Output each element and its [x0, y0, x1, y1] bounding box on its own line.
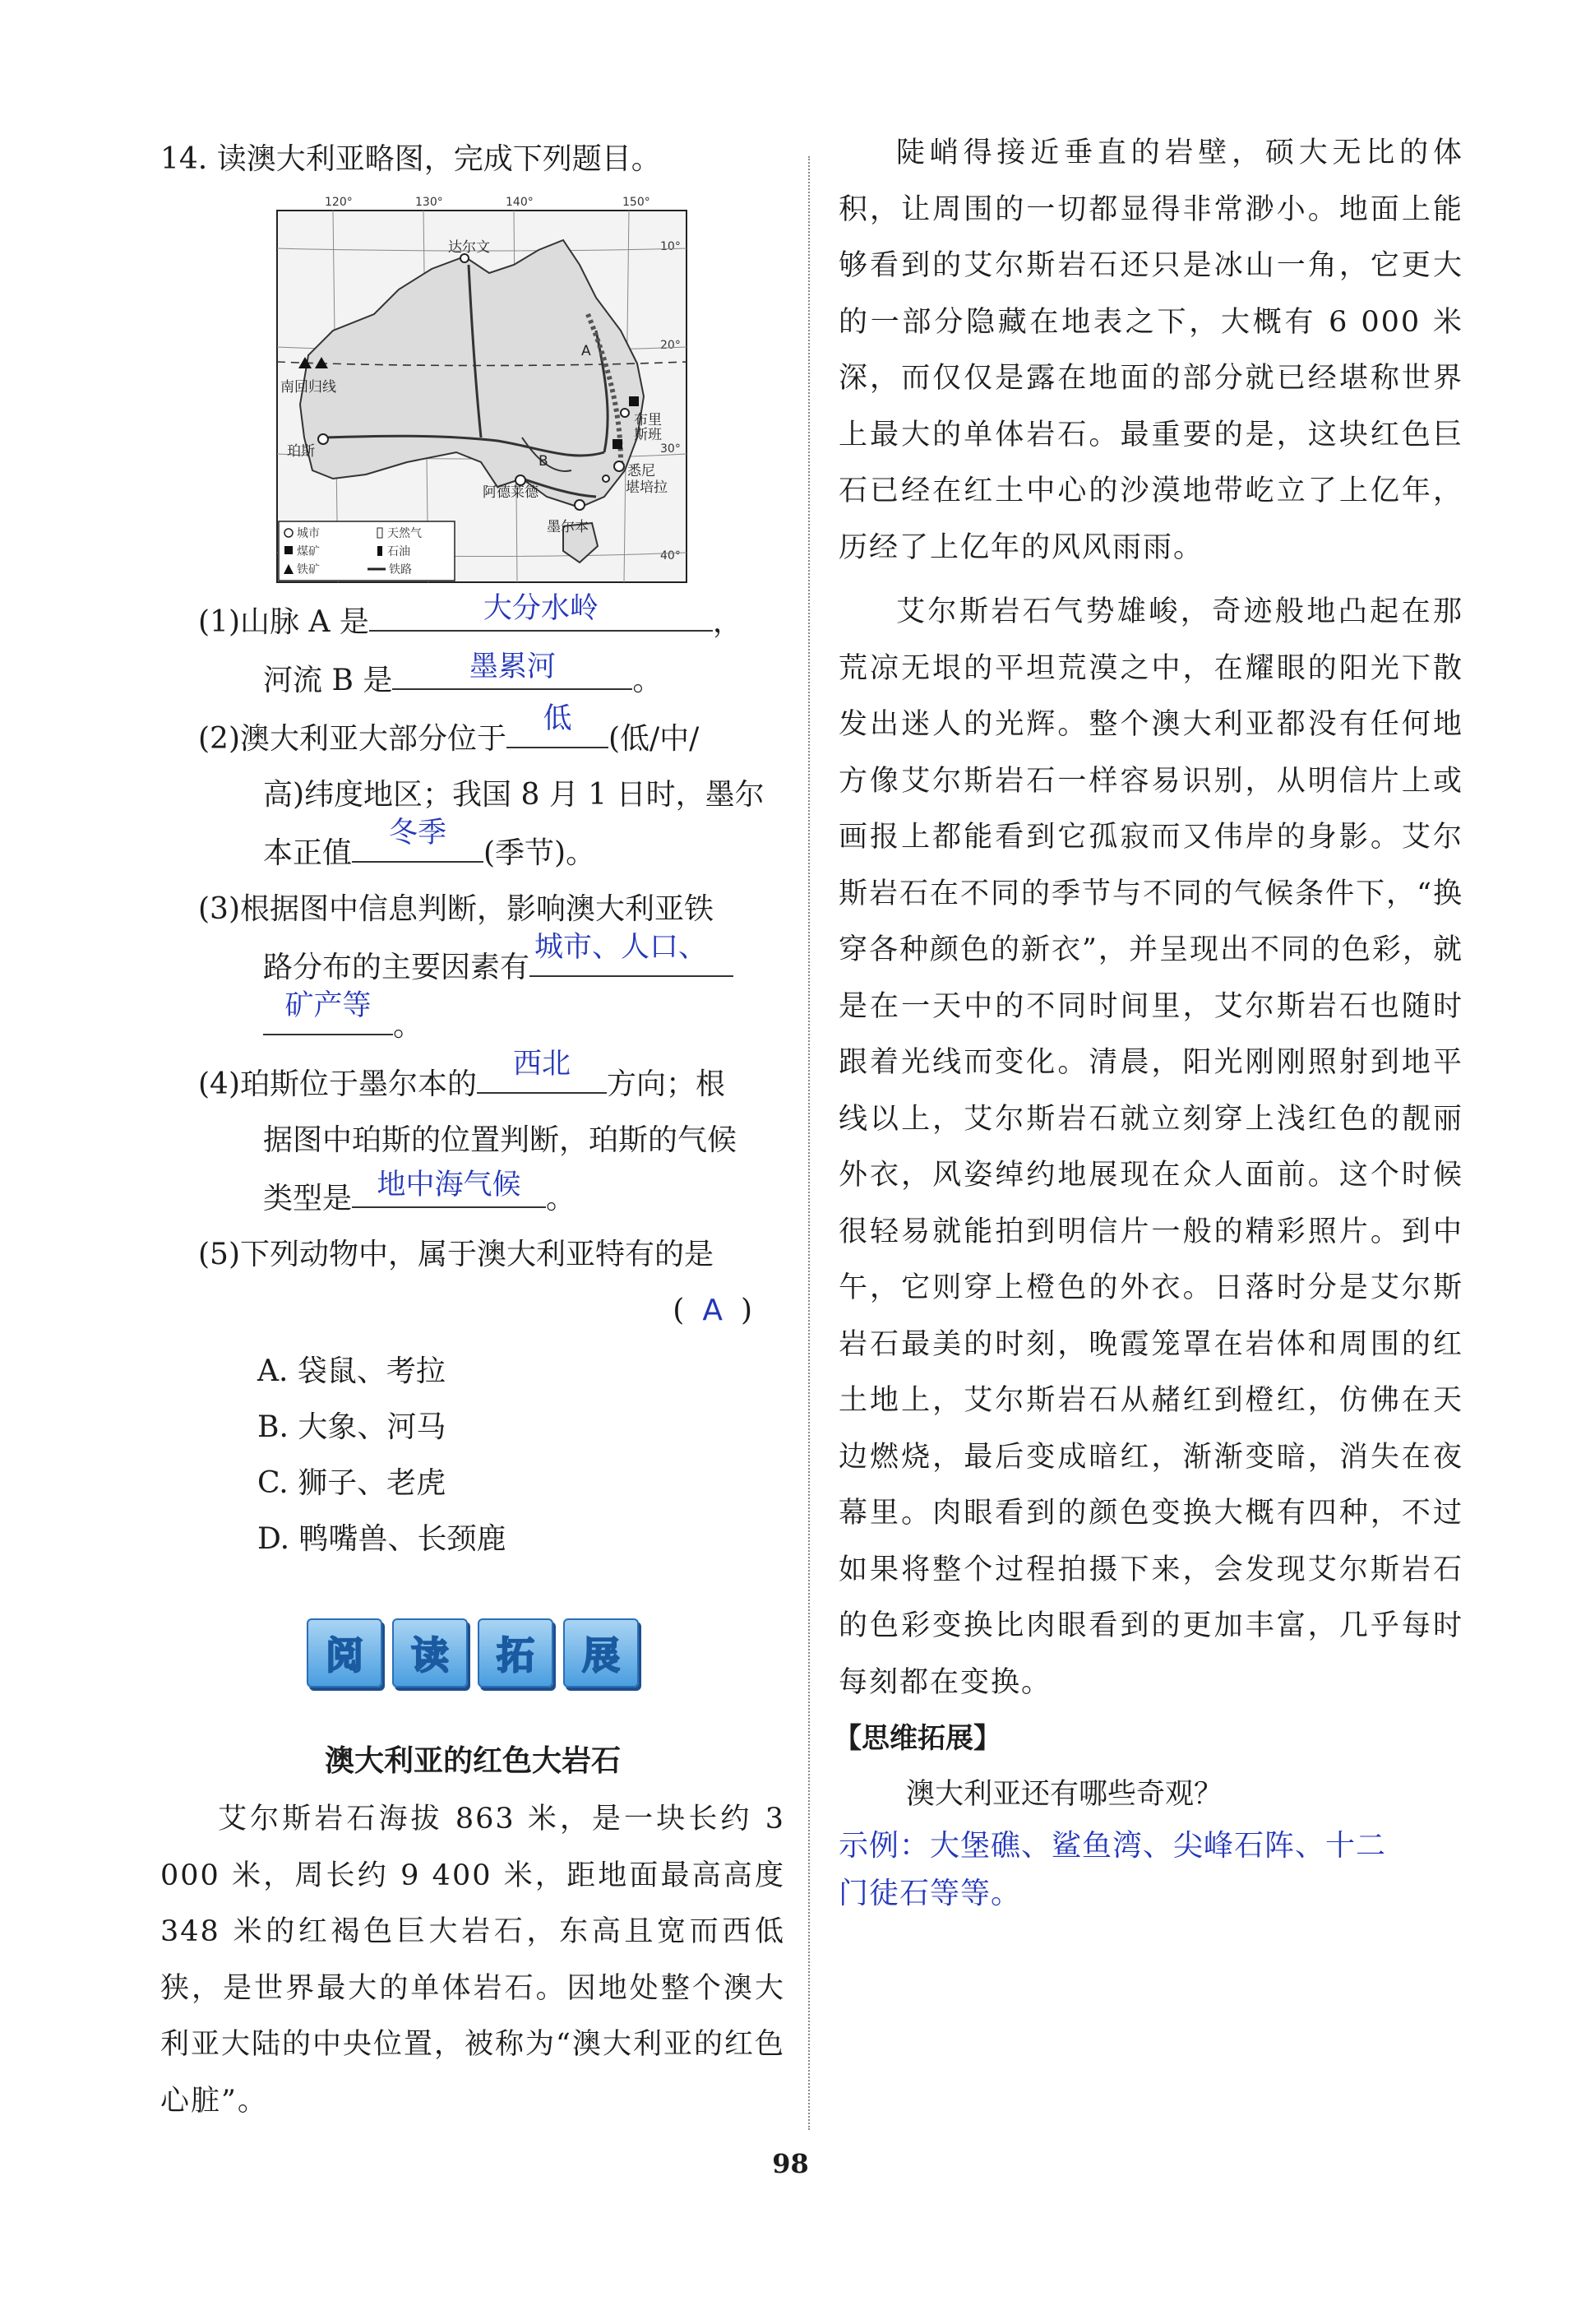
city-brisbane-marker	[621, 409, 629, 417]
q5-paren-close: )	[740, 1294, 752, 1327]
reading-banner	[307, 1618, 785, 1687]
map-lon-120: 120°	[325, 196, 353, 209]
q3-answer-1: 城市、人口、	[534, 931, 708, 964]
q2-season-hint: (季节)。	[483, 836, 596, 870]
thinking-extension-answer-line-2: 门徒石等等。	[839, 1877, 1022, 1910]
legend-city: 城市	[297, 527, 320, 540]
map-lon-130: 130°	[415, 196, 443, 209]
article-paragraph-3: 艾尔斯岩石气势雄峻，奇迹般地凸起在那荒凉无垠的平坦荒漠之中，在耀眼的阳光下散发出迷人的光辉。整个澳大利亚都没有任何地方像艾尔斯岩石一样容易识别，从明信片上或画报上都能看到它孤寂而又伟岸的身影。艾尔斯岩石在不同的季节与不同的气候条件下，“换穿各种颜色的新衣”，并呈现出不同的色彩，就是在一天中的不同时间里，艾尔斯岩石也随时跟着光线而变化。清晨，阳光刚刚照射到地平线以上，艾尔斯岩石就立刻穿上浅红色的靓丽外衣，风姿绰约地展现在众人面前。这个时候很轻易就能拍到明信片一般的精彩照片。到中午，它则穿上橙色的外衣。日落时分是艾尔斯岩石最美的时刻，晚霞笼罩在岩体和周围的红土地上，艾尔斯岩石从赭红到橙红，仿佛在天边燃烧，最后变成暗红，渐渐变暗，消失在夜幕里。肉眼看到的颜色变换大概有四种，不过如果将整个过程拍摄下来，会发现艾尔斯岩石的色彩变换比肉眼看到的更加丰富，几乎每时每刻都在变换。	[839, 595, 1463, 1699]
q4-line-1	[160, 1048, 785, 1113]
q2-line-3	[160, 817, 785, 882]
city-perth-marker	[318, 434, 328, 444]
article-paragraph-1: 艾尔斯岩石海拔 863 米，是一块长约 3 000 米，周长约 9 400 米，距地面最高高度 348 米的红褐色巨大岩石，东高且宽而西低狭，是世界最大的单体岩石。因地处整个澳大利亚大陆的中央位置，被称为“澳大利亚的红色心脏”。	[160, 1803, 785, 2118]
legend-gas: 天然气	[387, 527, 422, 540]
map-lat-30: 30°	[660, 442, 681, 456]
banner-tile-4: 展	[563, 1618, 639, 1687]
q2-line-2: 高)纬度地区；我国 8 月 1 日时，墨尔	[263, 778, 765, 812]
left-column	[160, 138, 785, 2129]
label-perth: 珀斯	[287, 443, 315, 460]
question-14-stem: 14. 读澳大利亚略图，完成下列题目。	[160, 142, 661, 176]
coal-marker	[613, 439, 622, 449]
australia-map	[275, 191, 695, 587]
label-sydney: 悉尼	[627, 463, 655, 479]
q3-blank-1[interactable]	[529, 931, 733, 977]
q3-blank-2[interactable]	[263, 989, 393, 1035]
q4-punct: 。	[546, 1182, 576, 1215]
q1-blank-b[interactable]	[392, 650, 632, 690]
q3-prompt: 路分布的主要因素有	[263, 951, 530, 984]
q3-answer-2: 矿产等	[284, 989, 372, 1022]
column-divider	[808, 156, 810, 2130]
legend-coal-icon	[284, 546, 293, 554]
q4-prompt-climate: 类型是	[263, 1182, 353, 1215]
q4-blank-direction[interactable]	[477, 1048, 607, 1094]
q1-line-2	[160, 650, 785, 709]
q2-prompt: (2)澳大利亚大部分位于	[198, 722, 506, 756]
article-title: 澳大利亚的红色大岩石	[324, 1744, 621, 1778]
right-column	[834, 137, 1463, 1918]
q4-line-2: 据图中珀斯的位置判断，珀斯的气候	[263, 1123, 737, 1157]
q4-answer-climate: 地中海气候	[377, 1169, 521, 1201]
city-melbourne-marker	[575, 500, 585, 510]
label-adelaide: 阿德莱德	[483, 484, 539, 501]
q4-line-3	[160, 1169, 785, 1227]
q4-after-direction: 方向；根	[607, 1067, 726, 1101]
q1-answer-a: 大分水岭	[483, 592, 599, 625]
thinking-extension-answer-line-1: 示例：大堡礁、鲨鱼湾、尖峰石阵、十二	[839, 1829, 1387, 1863]
q3-line-3	[160, 989, 785, 1054]
map-lat-20: 20°	[660, 339, 681, 352]
article-paragraph-2: 陡峭得接近垂直的岩壁，硕大无比的体积，让周围的一切都显得非常渺小。地面上能够看到的艾尔斯岩石还只是冰山一角，它更大的一部分隐藏在地表之下，大概有 6 000 米深，而仅仅是露在地面的部分就已经堪称世界上最大的单体岩石。最重要的是，这块红色巨石已经在红土中心的沙漠地带屹立了上亿年，历经了上亿年的风风雨雨。	[839, 137, 1463, 564]
q1-blank-a[interactable]	[369, 592, 713, 632]
banner-tile-1: 阅	[307, 1618, 382, 1687]
q5-stem: (5)下列动物中，属于澳大利亚特有的是	[198, 1238, 714, 1271]
legend-iron: 铁矿	[297, 563, 320, 576]
label-darwin: 达尔文	[448, 239, 490, 256]
q5-option-b[interactable]: B. 大象、河马	[257, 1410, 446, 1444]
city-canberra-marker	[603, 475, 609, 482]
label-brisbane-2: 斯班	[634, 427, 662, 443]
coal-marker	[629, 396, 639, 406]
map-lat-40: 40°	[660, 549, 681, 562]
q2-answer-latitude: 低	[543, 702, 572, 735]
label-tropic: 南回归线	[280, 379, 336, 396]
q3-punct: 。	[393, 1009, 423, 1043]
q3-line-1: (3)根据图中信息判断，影响澳大利亚铁	[198, 892, 714, 926]
q5-option-d[interactable]: D. 鸭嘴兽、长颈鹿	[257, 1522, 506, 1556]
q5-answer-bracket	[160, 1283, 785, 1339]
australia-map-graphic	[275, 191, 695, 587]
q1-prompt-a: (1)山脉 A 是	[198, 605, 369, 639]
legend-oil-icon	[377, 546, 382, 556]
q4-prompt-direction: (4)珀斯位于墨尔本的	[198, 1067, 477, 1101]
q3-line-2	[160, 931, 785, 996]
q2-answer-season: 冬季	[389, 817, 447, 850]
thinking-extension-question: 澳大利亚还有哪些奇观？	[906, 1778, 1223, 1811]
q2-blank-latitude[interactable]	[506, 702, 608, 748]
label-brisbane-1: 布里	[634, 412, 662, 428]
page-number: 98	[772, 2148, 809, 2179]
q1-prompt-b: 河流 B 是	[263, 664, 393, 697]
legend-coal: 煤矿	[297, 545, 320, 558]
label-melbourne: 墨尔本	[547, 519, 589, 535]
map-lon-140: 140°	[506, 196, 534, 209]
city-sydney-marker	[614, 461, 624, 471]
label-canberra: 堪培拉	[626, 479, 668, 496]
q2-options: (低/中/	[608, 722, 700, 756]
label-river-b: B	[539, 453, 548, 470]
map-lat-10: 10°	[660, 240, 681, 253]
map-lon-150: 150°	[622, 196, 650, 209]
q5-option-c[interactable]: C. 狮子、老虎	[257, 1466, 446, 1500]
q2-line-1	[160, 702, 785, 767]
thinking-extension-heading: 【思维拓展】	[834, 1722, 1001, 1755]
q5-option-a[interactable]: A. 袋鼠、考拉	[257, 1354, 446, 1388]
legend-city-icon	[284, 529, 293, 537]
banner-tile-3: 拓	[478, 1618, 553, 1687]
q2-blank-season[interactable]	[352, 817, 483, 863]
legend-oil: 石油	[387, 545, 410, 558]
banner-tile-2: 读	[392, 1618, 468, 1687]
q4-blank-climate[interactable]	[352, 1169, 546, 1208]
q2-prompt-season: 本正值	[263, 836, 353, 870]
q1-line-1	[160, 592, 785, 650]
q5-paren-open: (	[673, 1294, 685, 1327]
label-mountain-a: A	[581, 343, 591, 359]
q4-answer-direction: 西北	[512, 1048, 571, 1081]
legend-gas-icon	[377, 528, 382, 538]
legend-railway: 铁路	[389, 563, 412, 576]
q1-punct-a: ，	[712, 605, 742, 639]
q1-punct-b: 。	[632, 664, 663, 697]
q1-answer-b: 墨累河	[469, 650, 556, 683]
q5-answer[interactable]: A	[702, 1294, 723, 1327]
